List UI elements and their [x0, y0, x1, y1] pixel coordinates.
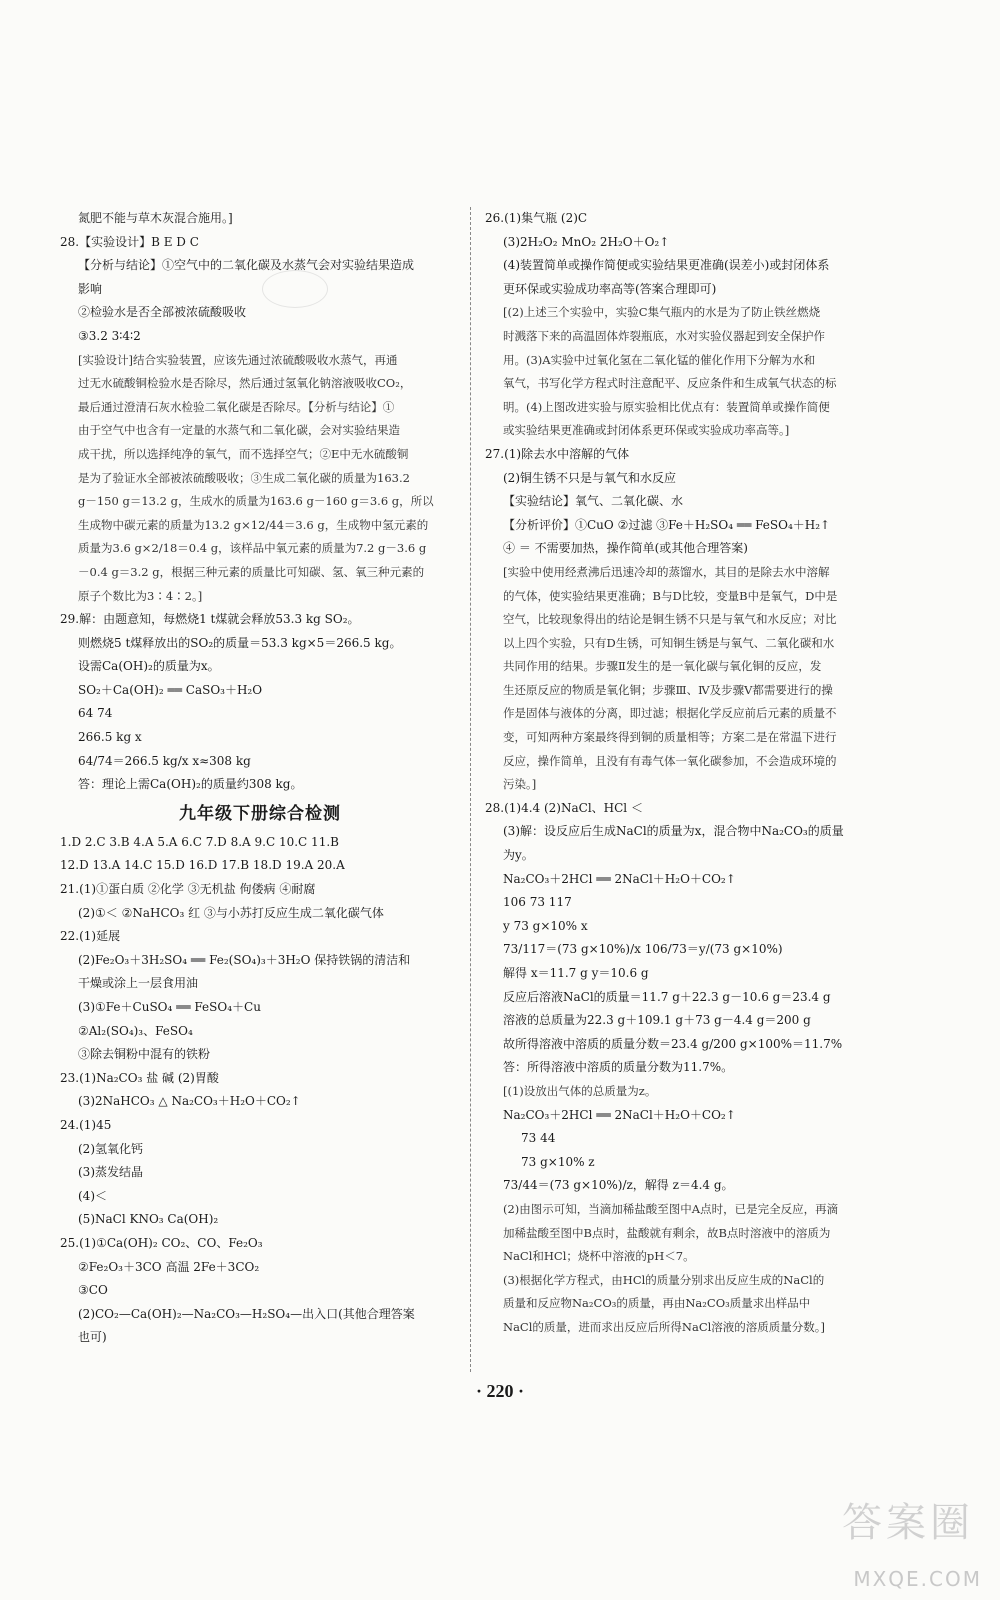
- answer-line: (4)＜: [78, 1188, 107, 1203]
- answer-line: ②Al₂(SO₄)₃、FeSO₄: [78, 1023, 193, 1038]
- answer-line: (3)2NaHCO₃ △ Na₂CO₃＋H₂O＋CO₂↑: [78, 1094, 301, 1109]
- answer-line: 质量和反应物Na₂CO₃的质量，再由Na₂CO₃质量求出样品中: [503, 1296, 811, 1311]
- answer-line: (2)氢氧化钙: [78, 1141, 143, 1156]
- answer-line: 生成物中碳元素的质量为13.2 g×12/44＝3.6 g，生成物中氢元素的: [78, 517, 429, 532]
- answer-line: 的气体，使实验结果更准确；B与D比较，变量B中是氧气，D中是: [503, 588, 838, 603]
- answer-line: (2)由图示可知，当滴加稀盐酸至图中A点时，已是完全反应，再滴: [503, 1201, 839, 1216]
- answer-line: 答：所得溶液中溶质的质量分数为11.7%。: [503, 1060, 734, 1075]
- answer-line: [实验中使用经煮沸后迅速冷却的蒸馏水，其目的是除去水中溶解: [503, 564, 830, 579]
- answer-line: 作是固体与液体的分离，即过滤；根据化学反应前后元素的质量不: [503, 706, 837, 721]
- answer-line: Na₂CO₃＋2HCl ══ 2NaCl＋H₂O＋CO₂↑: [503, 871, 736, 886]
- answer-line: ②检验水是否全部被浓硫酸吸收: [78, 305, 247, 320]
- answer-line: 影响: [78, 281, 103, 296]
- answer-line: 原子个数比为3∶4∶2。]: [78, 588, 203, 603]
- answer-line: (4)装置简单或操作简便或实验结果更准确(误差小)或封闭体系: [503, 258, 830, 273]
- answer-line: 变，可知两种方案最终得到铜的质量相等；方案二是在常温下进行: [503, 730, 837, 745]
- answer-line: 氧气，书写化学方程式时注意配平、反应条件和生成氧气状态的标: [503, 376, 837, 391]
- answer-line: 共同作用的结果。步骤Ⅱ发生的是一氧化碳与氧化铜的反应，发: [503, 659, 822, 674]
- answer-line: [(2)上述三个实验中，实验C集气瓶内的水是为了防止铁丝燃烧: [503, 305, 821, 320]
- answer-line: 用。(3)A实验中过氧化氢在二氧化锰的催化作用下分解为水和: [503, 352, 816, 367]
- answer-line: 28.【实验设计】B E D C: [60, 234, 199, 249]
- answer-line: 21.(1)①蛋白质 ②化学 ③无机盐 佝偻病 ④耐腐: [60, 882, 316, 897]
- answer-line: 生还原反应的物质是氧化铜；步骤Ⅲ、Ⅳ及步骤Ⅴ都需要进行的操: [503, 682, 833, 697]
- answer-line: 则燃烧5 t煤释放出的SO₂的质量＝53.3 kg×5＝266.5 kg。: [78, 635, 402, 650]
- answer-line: ②Fe₂O₃＋3CO 高温 2Fe＋3CO₂: [78, 1259, 260, 1274]
- answer-line: [(1)设放出气体的总质量为z。: [503, 1083, 657, 1098]
- faded-stamp: [262, 270, 328, 308]
- answer-line: 106 73 117: [503, 895, 572, 910]
- answer-line: (3)解：设反应后生成NaCl的质量为x，混合物中Na₂CO₃的质量: [503, 824, 844, 839]
- right-column: [485, 207, 935, 1340]
- answer-line: 266.5 kg x: [78, 730, 142, 745]
- answer-line: 由于空气中也含有一定量的水蒸气和二氧化碳，会对实验结果造: [78, 423, 400, 438]
- answer-line: 73/44＝(73 g×10%)/z，解得 z＝4.4 g。: [503, 1178, 734, 1193]
- answer-line: ③CO: [78, 1283, 108, 1298]
- answer-line: 时溅落下来的高温固体炸裂瓶底，水对实验仪器起到安全保护作: [503, 328, 825, 343]
- answer-line: 28.(1)4.4 (2)NaCl、HCl ＜: [485, 800, 643, 815]
- answer-line: 或实验结果更准确或封闭体系更环保或实验成功率高等。]: [503, 423, 790, 438]
- answer-line: (2)CO₂—Ca(OH)₂—Na₂CO₃—H₂SO₄—出入口(其他合理答案: [78, 1306, 415, 1321]
- answer-line: 解得 x＝11.7 g y＝10.6 g: [503, 966, 649, 980]
- answer-line: 干燥或涂上一层食用油: [78, 976, 199, 991]
- answer-line: 故所得溶液中溶质的质量分数＝23.4 g/200 g×100%＝11.7%: [503, 1036, 843, 1051]
- answer-line: 25.(1)①Ca(OH)₂ CO₂、CO、Fe₂O₃: [60, 1235, 263, 1250]
- answer-line: 以上四个实验，只有D生锈，可知铜生锈是与氧气、二氧化碳和水: [503, 635, 835, 650]
- answer-line: 22.(1)延展: [60, 929, 121, 944]
- answer-line: ③除去铜粉中混有的铁粉: [78, 1047, 211, 1062]
- answer-line: SO₂＋Ca(OH)₂ ══ CaSO₃＋H₂O: [78, 682, 263, 697]
- left-answers-part1: [60, 207, 460, 797]
- watermark: [792, 1500, 982, 1592]
- answer-line: (2)铜生锈不只是与氧气和水反应: [503, 470, 676, 485]
- answer-line: 设需Ca(OH)₂的质量为x。: [78, 659, 220, 674]
- answer-line: (2)Fe₂O₃＋3H₂SO₄ ══ Fe₂(SO₄)₃＋3H₂O 保持铁锅的清洁和: [78, 952, 411, 967]
- answer-line: ③3.2 3∶4∶2: [78, 328, 141, 343]
- answer-line: －0.4 g＝3.2 g，根据三种元素的质量比可知碳、氢、氧三种元素的: [78, 564, 425, 579]
- answer-line: (3)①Fe＋CuSO₄ ══ FeSO₄＋Cu: [78, 1000, 261, 1014]
- answer-line: 26.(1)集气瓶 (2)C: [485, 211, 588, 225]
- answer-line: 污染。]: [503, 777, 537, 792]
- left-answers-part2: [60, 831, 460, 1350]
- answer-line: 73/117＝(73 g×10%)/x 106/73＝y/(73 g×10%): [503, 942, 783, 957]
- watermark-logo: 答案圈: [842, 1500, 974, 1546]
- right-answers: [485, 207, 935, 1340]
- answer-line: 过无水硫酸铜检验水是否除尽，然后通过氢氧化钠溶液吸收CO₂，: [78, 376, 412, 391]
- answer-line: NaCl和HCl；烧杯中溶液的pH＜7。: [503, 1249, 695, 1264]
- page-number: · 220 ·: [475, 1381, 524, 1401]
- answer-line: NaCl的质量，进而求出反应后所得NaCl溶液的溶质质量分数。]: [503, 1319, 826, 1334]
- answer-line: 27.(1)除去水中溶解的气体: [485, 446, 630, 461]
- answer-line: 为y。: [503, 848, 534, 863]
- answer-line: 明。(4)上图改进实验与原实验相比优点有：装置简单或操作简便: [503, 399, 830, 414]
- answer-line: g－150 g＝13.2 g，生成水的质量为163.6 g－160 g＝3.6 g，所以: [78, 494, 434, 509]
- answer-line: 是为了验证水全部被浓硫酸吸收；③生成二氧化碳的质量为163.2: [78, 470, 410, 485]
- answer-line: (3)根据化学方程式，由HCl的质量分别求出反应生成的NaCl的: [503, 1272, 825, 1287]
- answer-line: 12.D 13.A 14.C 15.D 16.D 17.B 18.D 19.A 20.A: [60, 858, 345, 873]
- section-title: 九年级下册综合检测: [179, 803, 341, 824]
- answer-line: [实验设计]结合实验装置，应该先通过浓硫酸吸收水蒸气，再通: [78, 352, 398, 367]
- answer-line: 反应，操作简单，且没有有毒气体一氧化碳参加，不会造成环境的: [503, 753, 837, 768]
- watermark-url: MXQE.COM: [853, 1567, 982, 1592]
- answer-line: 【分析与结论】①空气中的二氧化碳及水蒸气会对实验结果造成: [78, 258, 415, 273]
- answer-line: 氮肥不能与草木灰混合施用。]: [78, 211, 233, 225]
- answer-line: 1.D 2.C 3.B 4.A 5.A 6.C 7.D 8.A 9.C 10.C 11.B: [60, 834, 339, 849]
- answer-line: 也可): [78, 1330, 107, 1345]
- answer-line: 成干扰，所以选择纯净的氧气，而不选择空气；②E中无水硫酸铜: [78, 446, 409, 461]
- answer-line: Na₂CO₃＋2HCl ══ 2NaCl＋H₂O＋CO₂↑: [503, 1107, 736, 1122]
- answer-line: (2)①＜ ②NaHCO₃ 红 ③与小苏打反应生成二氧化碳气体: [78, 905, 384, 920]
- answer-line: (5)NaCl KNO₃ Ca(OH)₂: [78, 1212, 219, 1227]
- answer-line: 加稀盐酸至图中B点时，盐酸就有剩余，故B点时溶液中的溶质为: [503, 1225, 831, 1240]
- answer-line: 73 g×10% z: [521, 1154, 595, 1169]
- answer-line: 29.解：由题意知，每燃烧1 t煤就会释放53.3 kg SO₂。: [60, 612, 360, 627]
- answer-line: (3)蒸发结晶: [78, 1165, 143, 1180]
- answer-line: 反应后溶液NaCl的质量＝11.7 g＋22.3 g－10.6 g＝23.4 g: [503, 989, 831, 1004]
- answer-line: 溶液的总质量为22.3 g＋109.1 g＋73 g－4.4 g＝200 g: [503, 1013, 811, 1028]
- answer-line: 【分析评价】①CuO ②过滤 ③Fe＋H₂SO₄ ══ FeSO₄＋H₂↑: [503, 517, 831, 532]
- answer-line: 【实验结论】氧气、二氧化碳、水: [503, 494, 684, 509]
- answer-line: 最后通过澄清石灰水检验二氧化碳是否除尽。【分析与结论】①: [78, 399, 395, 414]
- answer-line: y 73 g×10% x: [503, 918, 588, 933]
- answer-line: 答：理论上需Ca(OH)₂的质量约308 kg。: [78, 777, 303, 792]
- left-column: [60, 207, 460, 1350]
- answer-line: 73 44: [521, 1131, 556, 1146]
- answer-line: ④ ＝ 不需要加热，操作简单(或其他合理答案): [503, 541, 748, 556]
- answer-line: 空气，比较现象得出的结论是铜生锈不只是与氧气和水反应；对比: [503, 612, 837, 627]
- answer-line: 64/74＝266.5 kg/x x≈308 kg: [78, 753, 251, 768]
- answer-line: (3)2H₂O₂ MnO₂ 2H₂O＋O₂↑: [503, 234, 670, 249]
- answer-line: 23.(1)Na₂CO₃ 盐 碱 (2)胃酸: [60, 1070, 219, 1085]
- answer-line: 更环保或实验成功率高等(答案合理即可): [503, 281, 717, 296]
- answer-line: 24.(1)45: [60, 1117, 112, 1132]
- answer-line: 64 74: [78, 706, 113, 721]
- answer-line: 质量为3.6 g×2/18＝0.4 g，该样品中氧元素的质量为7.2 g－3.6 g: [78, 541, 427, 556]
- column-divider: [470, 207, 471, 1372]
